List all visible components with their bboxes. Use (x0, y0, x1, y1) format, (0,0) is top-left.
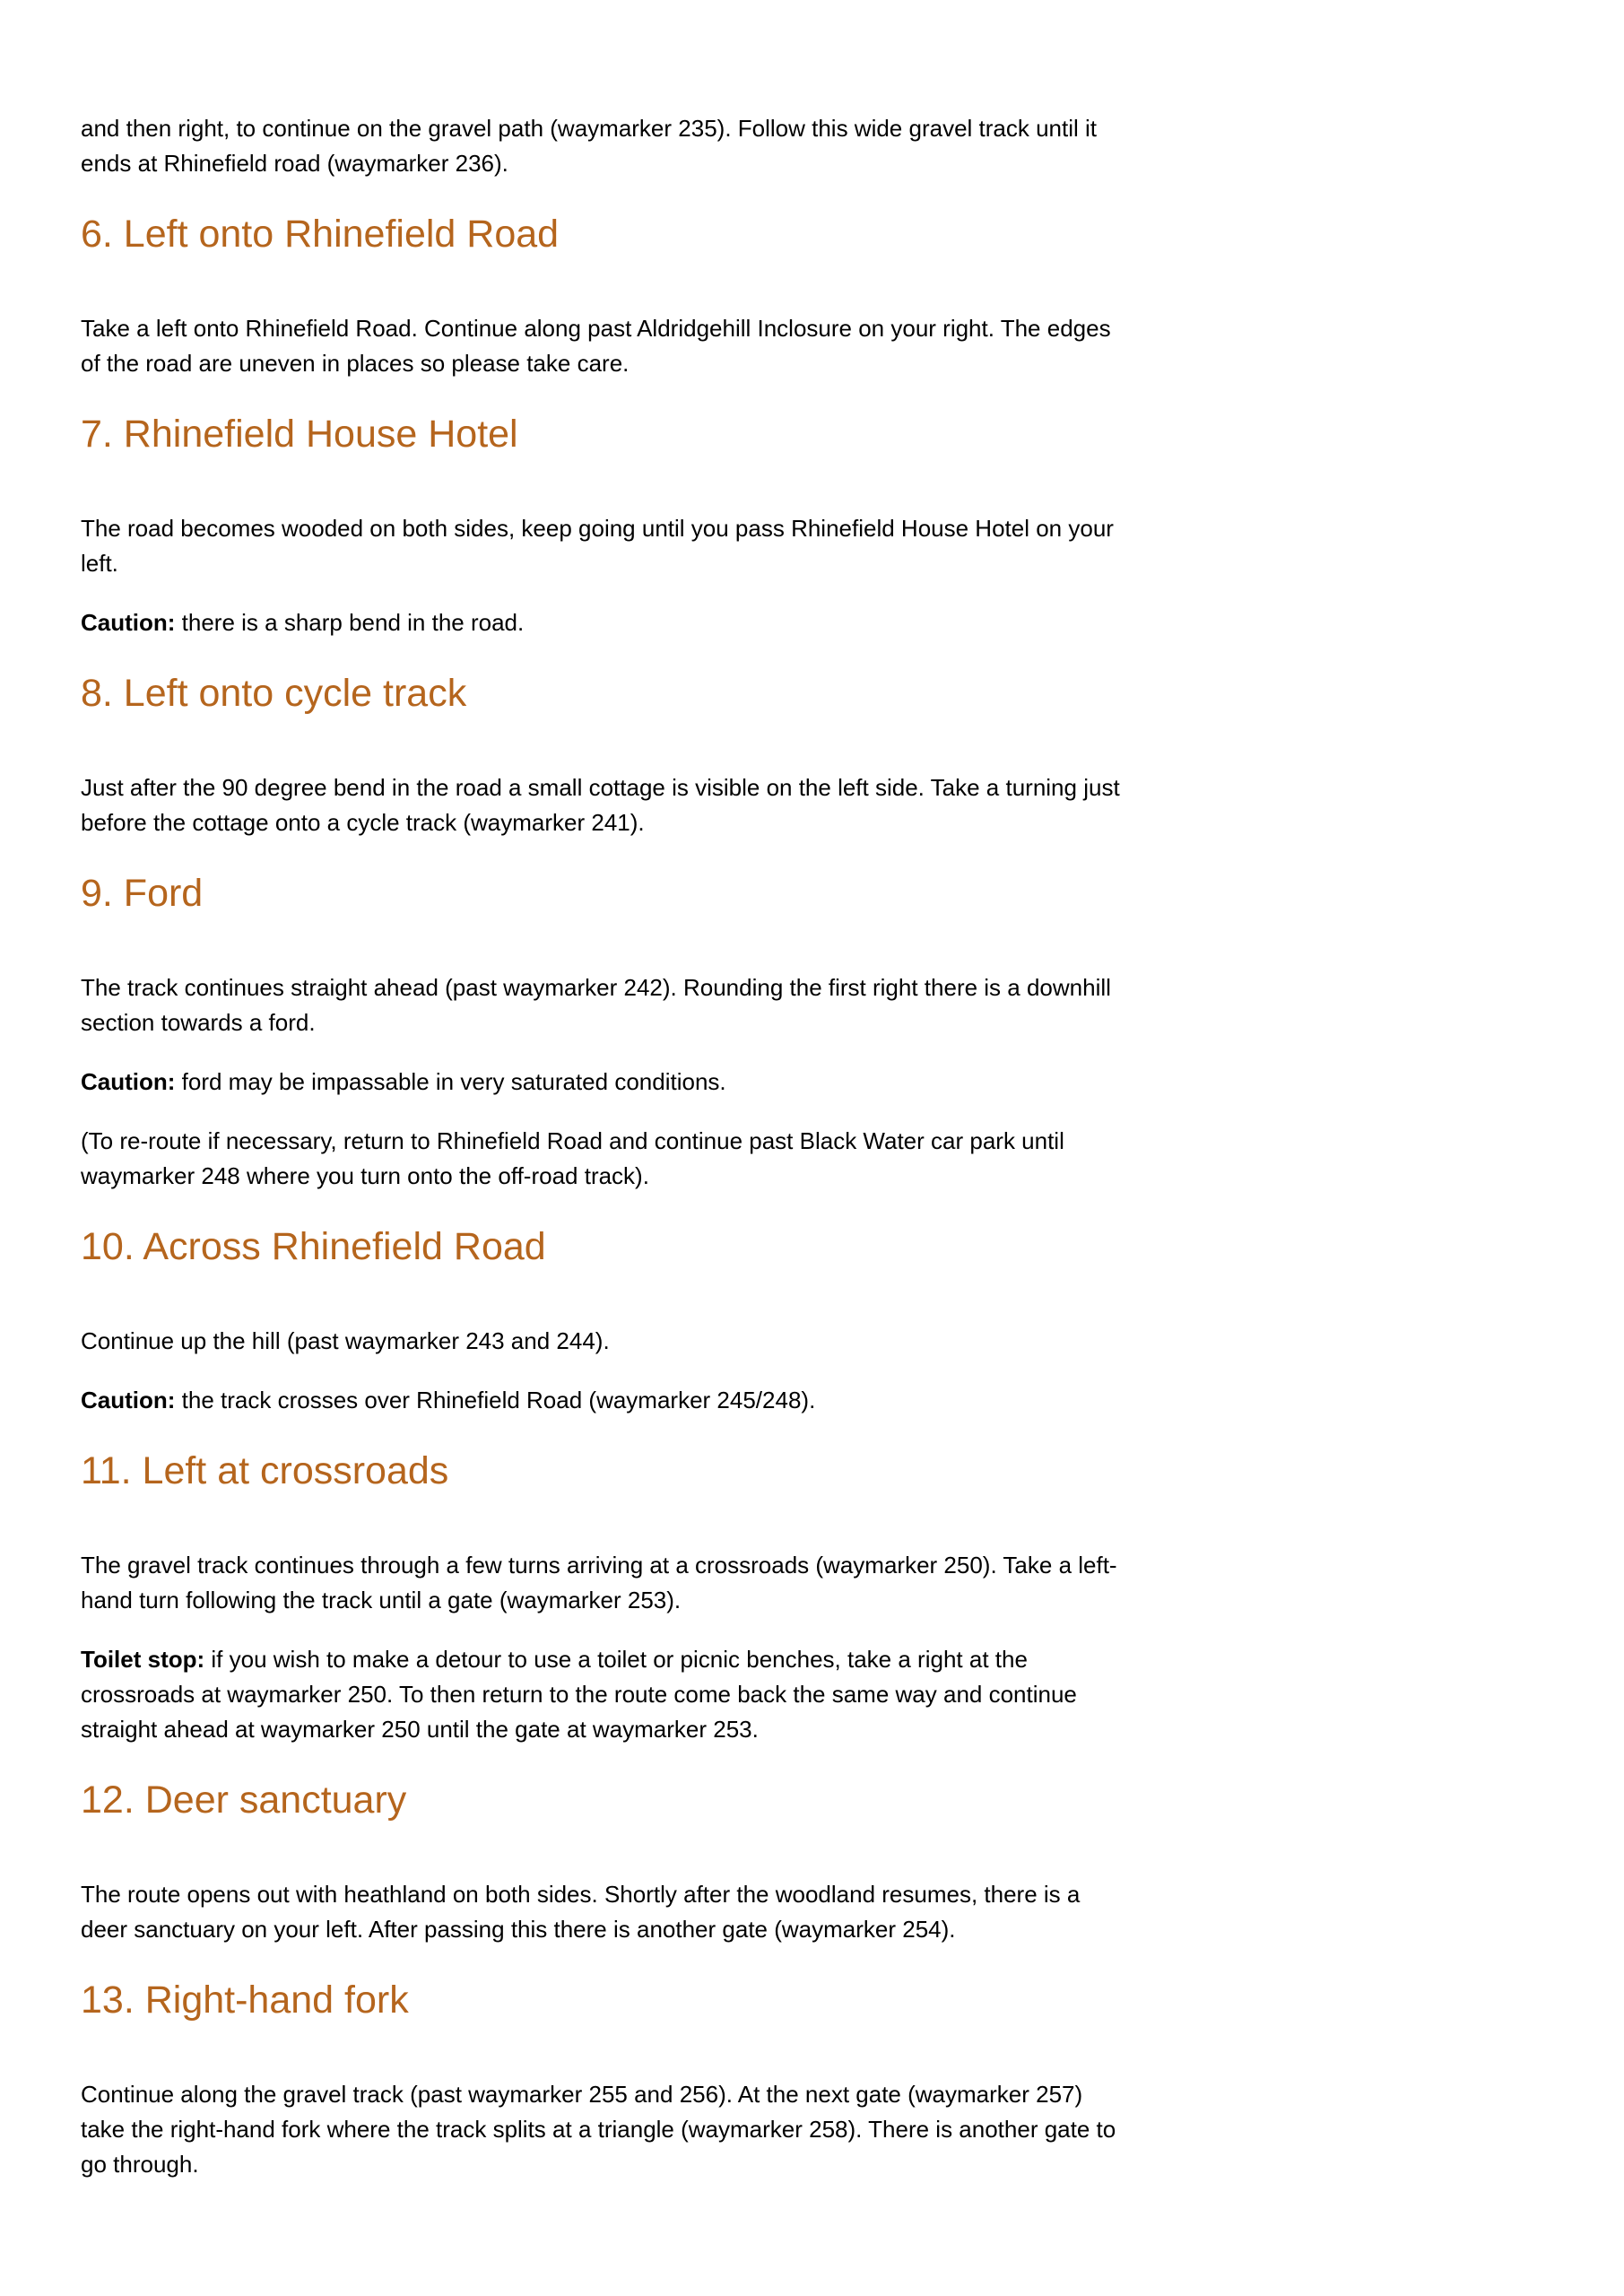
route-step-section (81, 412, 1121, 640)
document-page (81, 111, 1121, 2182)
paragraph-text: ford may be impassable in very saturated conditions. (175, 1068, 726, 1095)
paragraph-text: Just after the 90 degree bend in the road a small cottage is visible on the left side. Take a turning just before the cottage onto a cycle track (waymarker 241). (81, 774, 1120, 836)
paragraph-text: if you wish to make a detour to use a toilet or picnic benches, take a right at the crossroads at waymarker 250. To then return to the route come back the same way and continue straight ahead at waymarker 250 until the gate at waymarker 253. (81, 1646, 1077, 1743)
paragraph-text: The track continues straight ahead (past waymarker 242). Rounding the first right there is a downhill section towards a ford. (81, 974, 1111, 1036)
route-step-section (81, 1978, 1121, 2182)
step-body (81, 1324, 1121, 1418)
step-paragraph (81, 1877, 1121, 1947)
step-body (81, 1548, 1121, 1747)
paragraph-text: there is a sharp bend in the road. (175, 609, 525, 636)
paragraph-text: Continue up the hill (past waymarker 243 and 244). (81, 1327, 610, 1354)
step-body (81, 1877, 1121, 1947)
step-body (81, 970, 1121, 1194)
step-note-paragraph (81, 1065, 1121, 1100)
route-step-section (81, 1224, 1121, 1418)
step-heading: 12. Deer sanctuary (81, 1779, 407, 1822)
step-heading: 9. Ford (81, 872, 204, 915)
route-step-section (81, 1448, 1121, 1747)
paragraph-text: Continue along the gravel track (past waymarker 255 and 256). At the next gate (waymarker 257) take the right-hand fork where the track splits at a triangle (waymarker 258). There is another gate to go through. (81, 2081, 1116, 2178)
step-paragraph (81, 511, 1121, 581)
paragraph-text: Take a left onto Rhinefield Road. Continue along past Aldridgehill Inclosure on your right. The edges of the road are uneven in places so please take care. (81, 315, 1111, 377)
note-label: Caution: (81, 609, 176, 636)
route-step-section (81, 212, 1121, 381)
step-paragraph (81, 770, 1121, 840)
step-note-paragraph (81, 1383, 1121, 1418)
paragraph-text: the track crosses over Rhinefield Road (waymarker 245/248). (175, 1387, 816, 1413)
paragraph-text: The gravel track continues through a few turns arriving at a crossroads (waymarker 250). Take a left-hand turn following the track until a gate (waymarker 253). (81, 1552, 1117, 1613)
step-body (81, 311, 1121, 381)
step-paragraph (81, 1124, 1121, 1194)
paragraph-text: The road becomes wooded on both sides, keep going until you pass Rhinefield House Hotel on your left. (81, 515, 1114, 577)
step-body (81, 511, 1121, 640)
sections-container (81, 212, 1121, 2182)
paragraph-text: The route opens out with heathland on both sides. Shortly after the woodland resumes, there is a deer sanctuary on your left. After passing this there is another gate (waymarker 254). (81, 1881, 1081, 1943)
note-label: Toilet stop: (81, 1646, 205, 1673)
step-note-paragraph (81, 1642, 1121, 1747)
step-paragraph (81, 2077, 1121, 2182)
route-step-section (81, 671, 1121, 840)
step-body (81, 2077, 1121, 2182)
step-heading: 11. Left at crossroads (81, 1449, 449, 1492)
step-heading: 10. Across Rhinefield Road (81, 1225, 546, 1268)
note-label: Caution: (81, 1068, 176, 1095)
route-step-section (81, 871, 1121, 1194)
step-heading: 6. Left onto Rhinefield Road (81, 213, 560, 256)
step-note-paragraph (81, 605, 1121, 640)
step-paragraph (81, 1548, 1121, 1618)
step-paragraph (81, 311, 1121, 381)
step-heading: 8. Left onto cycle track (81, 672, 467, 715)
step-heading: 13. Right-hand fork (81, 1979, 409, 2022)
step-paragraph (81, 970, 1121, 1040)
intro-paragraph: and then right, to continue on the gravel path (waymarker 235). Follow this wide gravel track until it ends at Rhinefield road (waymarker 236). (81, 115, 1098, 177)
step-paragraph (81, 1324, 1121, 1359)
step-body (81, 770, 1121, 840)
paragraph-text: (To re-route if necessary, return to Rhinefield Road and continue past Black Water car park until waymarker 248 where you turn onto the off-road track). (81, 1127, 1064, 1189)
route-step-section (81, 1778, 1121, 1947)
step-heading: 7. Rhinefield House Hotel (81, 413, 518, 456)
note-label: Caution: (81, 1387, 176, 1413)
